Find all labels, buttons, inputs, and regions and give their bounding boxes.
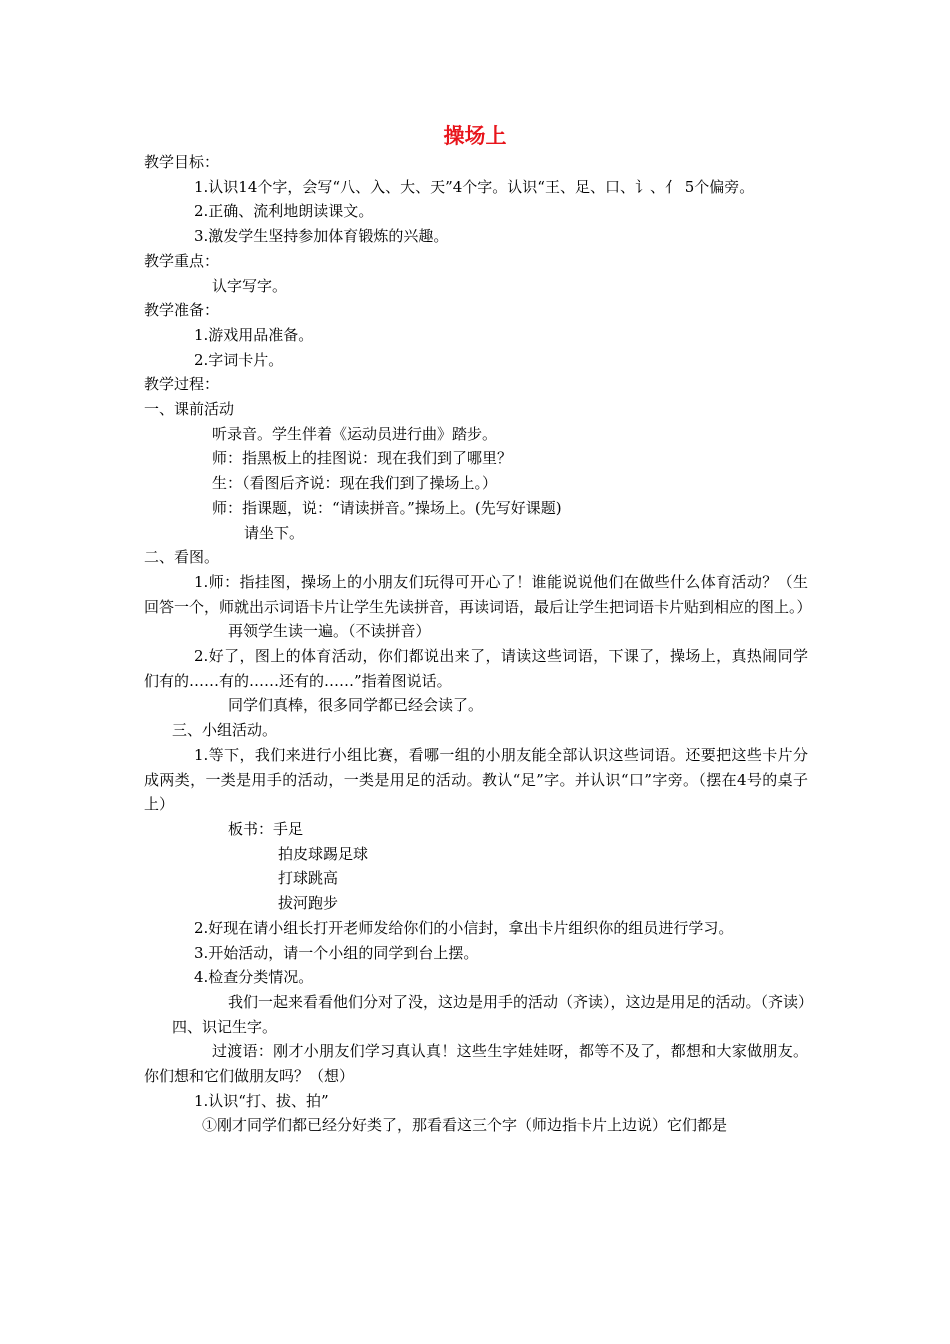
paragraph: 听录音。学生伴着《运动员进行曲》踏步。 [212,424,498,443]
paragraph: 1.师：指挂图，操场上的小朋友们玩得可开心了！谁能说说他们在做些什么体育活动？（生回答一个，师就出示词语卡片让学生先读拼音，再读词语，最后让学生把词语卡片贴到相应的图上。） [144,572,812,616]
section-heading-objectives: 教学目标： [144,153,220,171]
paragraph: 2.好现在请小组长打开老师发给你们的小信封，拿出卡片组织你的组员进行学习。 [194,918,734,937]
process-step-heading: 二、看图。 [144,548,220,567]
paragraph: 4.检查分类情况。 [194,968,314,987]
key-point-text: 认字写字。 [212,276,288,295]
preparation-item: 1.游戏用品准备。 [194,325,314,344]
paragraph: 师：指课题，说：“请读拼音。”操场上。(先写好课题) [212,498,562,517]
process-step-heading: 四、识记生字。 [172,1017,278,1036]
paragraph: 请坐下。 [244,523,305,542]
blackboard-text: 板书：手足 [228,819,304,838]
preparation-item: 2.字词卡片。 [194,350,284,369]
paragraph: 1.等下，我们来进行小组比赛，看哪一组的小朋友能全部认识这些词语。还要把这些卡片分成两类，一类是用手的活动，一类是用足的活动。教认“足”字。并认识“口”字旁。（摆在4号的桌子上） [144,745,808,814]
objective-item: 3.激发学生坚持参加体育锻炼的兴趣。 [194,227,449,246]
process-step-heading: 三、小组活动。 [172,721,278,740]
document-body [144,150,814,1138]
process-step-heading: 一、课前活动 [144,400,235,419]
paragraph: 再领学生读一遍。（不读拼音） [228,622,431,641]
section-heading-process: 教学过程： [144,375,220,394]
paragraph: ①刚才同学们都已经分好类了，那看看这三个字（师边指卡片上边说）它们都是 [202,1116,728,1135]
section-heading-key-points: 教学重点： [144,251,220,270]
document-title: 操场上 [443,124,507,148]
paragraph: 3.开始活动，请一个小组的同学到台上摆。 [194,943,479,962]
objective-item: 1.认识14个字，会写“八、入、大、天”4个字。认识“王、足、口、讠、亻 5个偏旁。 [194,177,755,196]
paragraph: 同学们真棒，很多同学都已经会读了。 [228,696,484,715]
blackboard-text: 拍皮球踢足球 [278,844,369,863]
paragraph: 师：指黑板上的挂图说：现在我们到了哪里？ [212,449,513,468]
paragraph: 1.认识“打、拔、拍” [194,1091,329,1110]
paragraph: 过渡语：刚才小朋友们学习真认真！这些生字娃娃呀，都等不及了，都想和大家做朋友。你们想和它们做朋友吗？（想） [144,1042,808,1086]
objective-item: 2.正确、流利地朗读课文。 [194,202,374,221]
paragraph: 2.好了，图上的体育活动，你们都说出来了，请读这些词语，下课了，操场上，真热闹同学们有的……有的……还有的……”指着图说话。 [144,647,808,690]
paragraph: 我们一起来看看他们分对了没，这边是用手的活动（齐读），这边是用足的活动。（齐读） [228,992,814,1011]
blackboard-text: 打球跳高 [278,869,339,888]
section-heading-preparation: 教学准备： [144,301,220,320]
blackboard-text: 拔河跑步 [278,894,339,913]
paragraph: 生：（看图后齐说：现在我们到了操场上。） [212,474,498,493]
